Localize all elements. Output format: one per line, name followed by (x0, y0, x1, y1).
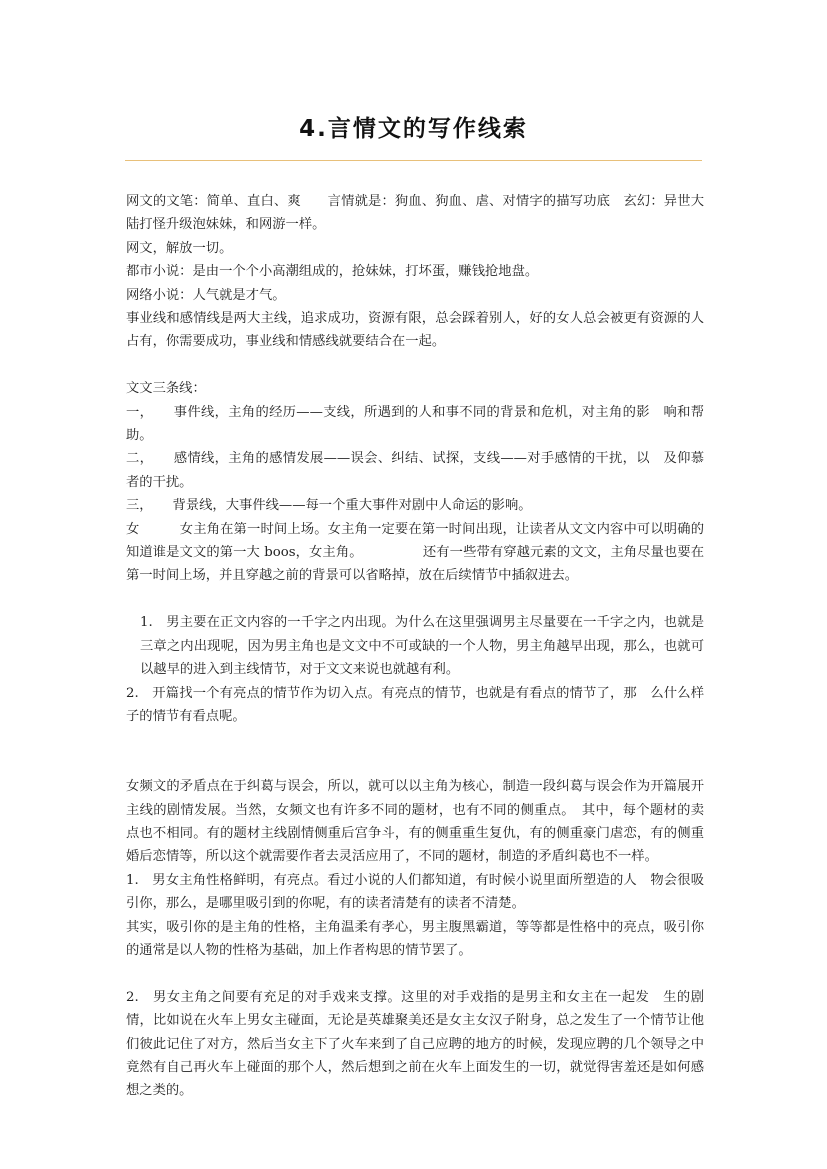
document-title: 4.言情文的写作线索 (299, 116, 528, 142)
list-item: 1. 男女主角性格鲜明，有亮点。看过小说的人们都知道，有时候小说里面所塑造的人 物会很吸引你，那么，是哪里吸引到的你呢，有的读者清楚有的读者不清楚。 (126, 872, 704, 912)
paragraph: 网文，解放一切。 (126, 240, 233, 256)
paragraph: 其实，吸引你的是主角的性格，主角温柔有孝心，男主腹黑霸道，等等都是性格中的亮点，吸引你的通常是以人物的性格为基础，加上作者构思的情节罢了。 (126, 919, 704, 958)
title-divider (125, 160, 702, 161)
spacer (126, 354, 704, 377)
spacer (126, 728, 704, 775)
paragraph: 都市小说：是由一个个小高潮组成的，抢妹妹，打坏蛋，赚钱抢地盘。 (126, 264, 539, 280)
paragraph: 网文的文笔：简单、直白、爽 言情就是：狗血、狗血、虐、对情字的描写功底 玄幻：异世大陆打怪升级泡妹妹，和网游一样。 (126, 194, 704, 233)
paragraph: 女频文的矛盾点在于纠葛与误会，所以，就可以以主角为核心，制造一段纠葛与误会作为开篇展开主线的剧情发展。当然，女频文也有许多不同的题材，也有不同的侧重点。 其中，每个题材的卖点也不相同。有的题材主线剧情侧重后宫争斗，有的侧重重生复仇，有的侧重豪门虐恋，有的侧重婚后恋情等，所以这个就需要作者去灵活应用了，不同的题材，制造的矛盾纠葛也不一样。 (126, 779, 704, 865)
list-item: 二， 感情线，主角的感情发展——误会、纠结、试探，支线——对手感情的干扰，以 及仰慕者的干扰。 (126, 451, 704, 490)
paragraph: 网络小说：人气就是才气。 (126, 287, 286, 303)
list-item: 2. 男女主角之间要有充足的对手戏来支撑。这里的对手戏指的是男主和女主在一起发 生的剧情，比如说在火车上男女主碰面，无论是英雄聚美还是女主女汉子附身，总之发生了一个情节让他们彼此记住了对方，然后当女主下了火车来到了自己应聘的地方的时候，发现应聘的几个领导之中竟然有自己再火车上碰面的那个人，然后想到之前在火车上面发生的一切，就觉得害羞还是如何感想之类的。 (126, 989, 704, 1099)
paragraph: 文文三条线： (126, 381, 206, 397)
paragraph: 事业线和感情线是两大主线，追求成功，资源有限，总会踩着别人，好的女人总会被更有资源的人占有，你需要成功，事业线和情感线就要结合在一起。 (126, 311, 704, 350)
list-item: 2. 开篇找一个有亮点的情节作为切入点。有亮点的情节，也就是有看点的情节了，那 么什么样子的情节有看点呢。 (126, 685, 704, 724)
paragraph: 女 女主角在第一时间上场。女主角一定要在第一时间出现，让读者从文文内容中可以明确的知道谁是文文的第一大 boos，女主角。 还有一些带有穿越元素的文文，主角尽量也要在第一时间上场，并且穿越之前的背景可以省略掉，放在后续情节中插叙进去。 (126, 521, 704, 584)
spacer (126, 962, 704, 985)
spacer (126, 588, 704, 611)
list-item: 三， 背景线，大事件线——每一个重大事件对剧中人命运的影响。 (126, 498, 532, 514)
list-item: 1. 男主要在正文内容的一千字之内出现。为什么在这里强调男主尽量要在一千字之内，也就是三章之内出现呢，因为男主角也是文文中不可或缺的一个人物，男主角越早出现，那么，也就可以越早的进入到主线情节，对于文文来说也就越有利。 (140, 615, 704, 678)
list-item: 一， 事件线，主角的经历——支线，所遇到的人和事不同的背景和危机，对主角的影 响和帮助。 (126, 404, 704, 444)
document-body (126, 190, 704, 1103)
